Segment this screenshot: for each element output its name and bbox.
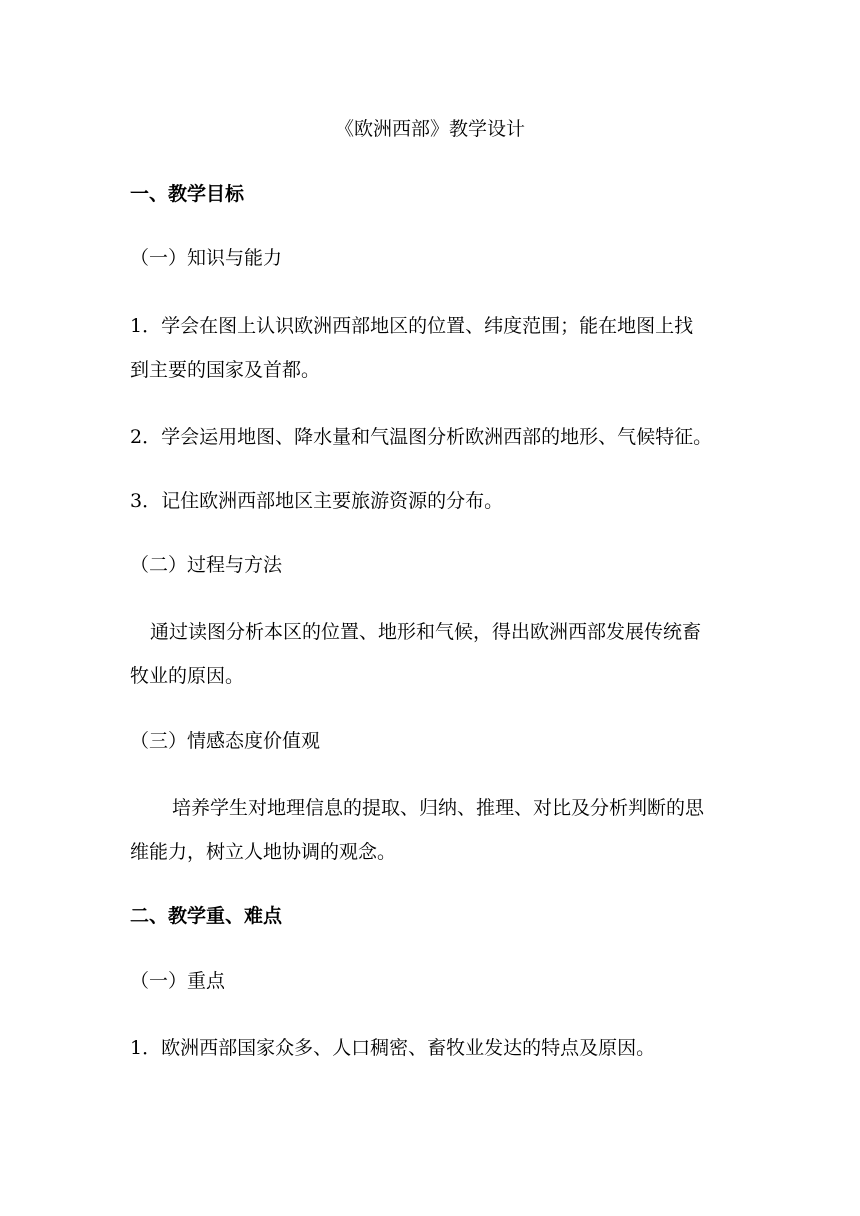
attitude-paragraph-line-2: 维能力，树立人地协调的观念。 bbox=[130, 841, 397, 863]
document-title: 《欧洲西部》教学设计 bbox=[334, 118, 525, 140]
subheading-attitude-values: （三）情感态度价值观 bbox=[130, 730, 321, 752]
process-paragraph-line-1: 通过读图分析本区的位置、地形和气候，得出欧洲西部发展传统畜 bbox=[150, 621, 702, 643]
objective-item-2: 2．学会运用地图、降水量和气温图分析欧洲西部的地形、气候特征。 bbox=[130, 426, 713, 448]
process-paragraph-line-2: 牧业的原因。 bbox=[130, 665, 245, 687]
objective-item-3: 3．记住欧洲西部地区主要旅游资源的分布。 bbox=[130, 490, 504, 512]
subheading-knowledge-ability: （一）知识与能力 bbox=[130, 247, 283, 269]
attitude-paragraph-line-1: 培养学生对地理信息的提取、归纳、推理、对比及分析判断的思 bbox=[172, 797, 705, 819]
objective-item-1-line-1: 1．学会在图上认识欧洲西部地区的位置、纬度范围；能在地图上找 bbox=[130, 315, 694, 337]
objective-item-1-line-2: 到主要的国家及首都。 bbox=[130, 359, 321, 381]
section-heading-key-points: 二、教学重、难点 bbox=[130, 905, 283, 927]
key-point-item-1: 1．欧洲西部国家众多、人口稠密、畜牧业发达的特点及原因。 bbox=[130, 1037, 656, 1059]
subheading-key-points: （一）重点 bbox=[130, 970, 226, 992]
section-heading-objectives: 一、教学目标 bbox=[130, 183, 245, 205]
subheading-process-method: （二）过程与方法 bbox=[130, 554, 283, 576]
